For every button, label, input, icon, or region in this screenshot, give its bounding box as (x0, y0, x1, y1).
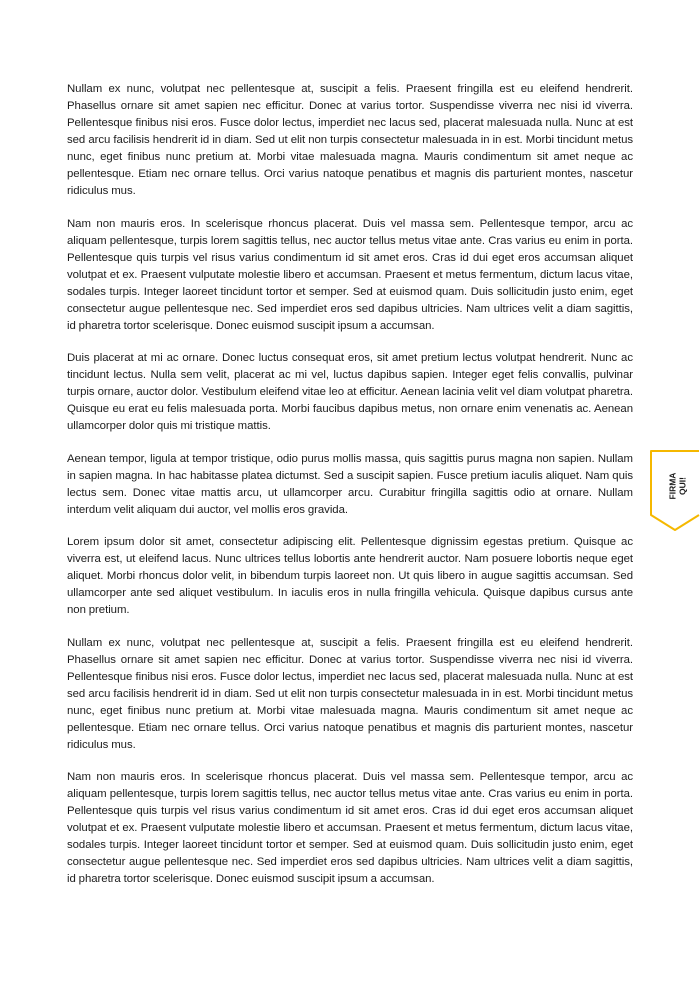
paragraph: Nam non mauris eros. In scelerisque rhoncus placerat. Duis vel massa sem. Pellentesque tempor, arcu ac aliquam pellentesque, turpis lorem sagittis tellus, nec auctor tellus metus vitae ante. Cras varius eu enim in porta. Pellentesque quis turpis vel risus varius condimentum id sit amet eros. Cras id dui eget eros accumsan aliquet volutpat et ex. Praesent vulputate molestie libero et accumsan. Praesent et metus fermentum, dictum lacus vitae, sodales turpis. Integer laoreet tincidunt tortor et semper. Sed at euismod quam. Duis sollicitudin justo enim, eget consectetur augue pellentesque nec. Sed imperdiet eros sed dapibus ultricies. Nam ultrices velit a diam sagittis, id pharetra tortor scelerisque. Donec euismod suscipit ipsum a accumsan. (67, 217, 633, 332)
sign-tab-line2: QUI! (676, 477, 687, 495)
paragraph: Aenean tempor, ligula at tempor tristique, odio purus mollis massa, quis sagittis purus magna non sapien. Nullam in sapien magna. In hac habitasse platea dictumst. Sed a suscipit sapien. Fusce pretium iaculis aliquet. Nam quis lectus sem. Donec vitae mattis arcu, ut ullamcorper arcu. Curabitur fringilla sagittis odio at ornare. Nullam interdum velit aliquam dui auctor, vel mollis eros gravida. (67, 452, 633, 516)
paragraph: Duis placerat at mi ac ornare. Donec luctus consequat eros, sit amet pretium lectus volutpat hendrerit. Nunc ac tincidunt lectus. Nulla sem velit, placerat ac mi vel, luctus dapibus sapien. Integer eget felis convallis, pulvinar turpis ornare, auctor dolor. Vestibulum eleifend vitae leo at efficitur. Aenean lacinia velit vel diam volutpat pharetra. Quisque eu erat eu felis malesuada porta. Morbi faucibus dapibus metus, non ornare enim venenatis ac. Aenean ullamcorper dolor quis mi tristique mattis. (67, 352, 633, 432)
paragraph: Nam non mauris eros. In scelerisque rhoncus placerat. Duis vel massa sem. Pellentesque tempor, arcu ac aliquam pellentesque, turpis lorem sagittis tellus, nec auctor tellus metus vitae ante. Cras varius eu enim in porta. Pellentesque quis turpis vel risus varius condimentum id sit amet eros. Cras id dui eget eros accumsan aliquet volutpat et ex. Praesent vulputate molestie libero et accumsan. Praesent et metus fermentum, dictum lacus vitae, sodales turpis. Integer laoreet tincidunt tortor et semper. Sed at euismod quam. Duis sollicitudin justo enim, eget consectetur augue pellentesque nec. Sed imperdiet eros sed dapibus ultricies. Nam ultrices velit a diam sagittis, id pharetra tortor scelerisque. Donec euismod suscipit ipsum a accumsan. (67, 771, 633, 885)
sign-tab-label (656, 456, 698, 516)
paragraph: Nullam ex nunc, volutpat nec pellentesque at, suscipit a felis. Praesent fringilla est eu eleifend hendrerit. Phasellus ornare sit amet sapien nec efficitur. Donec at varius tortor. Suspendisse viverra nec nisi id viverra. Pellentesque finibus nisi eros. Fusce dolor lectus, imperdiet nec lacus sed, placerat malesuada nulla. Nunc at est sed arcu facilisis hendrerit id in diam. Sed ut elit non turpis consectetur malesuada in in est. Morbi tincidunt metus nunc, eget finibus nunc pretium at. Morbi vitae malesuada magna. Mauris condimentum sit amet neque ac pellentesque. Etiam nec ornare tellus. Orci varius natoque penatibus et magnis dis parturient montes, nascetur ridiculus mus. (67, 83, 633, 197)
paragraph: Nullam ex nunc, volutpat nec pellentesque at, suscipit a felis. Praesent fringilla est eu eleifend hendrerit. Phasellus ornare sit amet sapien nec efficitur. Donec at varius tortor. Suspendisse viverra nec nisi id viverra. Pellentesque finibus nisi eros. Fusce dolor lectus, imperdiet nec lacus sed, placerat malesuada nulla. Nunc at est sed arcu facilisis hendrerit id in diam. Sed ut elit non turpis consectetur malesuada in in est. Morbi tincidunt metus nunc, eget finibus nunc pretium at. Morbi vitae malesuada magna. Mauris condimentum sit amet neque ac pellentesque. Etiam nec ornare tellus. Orci varius natoque penatibus et magnis dis parturient montes, nascetur ridiculus mus. (67, 636, 633, 751)
paragraph: Lorem ipsum dolor sit amet, consectetur adipiscing elit. Pellentesque dignissim egestas pretium. Quisque ac viverra est, ut eleifend lacus. Nunc ultrices tellus lobortis ante hendrerit auctor. Nam posuere lobortis neque eget aliquet. Morbi rhoncus dolor velit, in bibendum turpis laoreet non. Ut quis libero in augue sagittis accumsan. Sed ullamcorper ante sed aliquet vestibulum. In iaculis eros in nulla fringilla vehicula. Quisque dapibus cursus ante non pretium. (67, 536, 633, 616)
sign-here-tab[interactable] (650, 450, 700, 532)
body-text (67, 81, 633, 904)
sign-tab-line1: FIRMA (666, 472, 677, 500)
